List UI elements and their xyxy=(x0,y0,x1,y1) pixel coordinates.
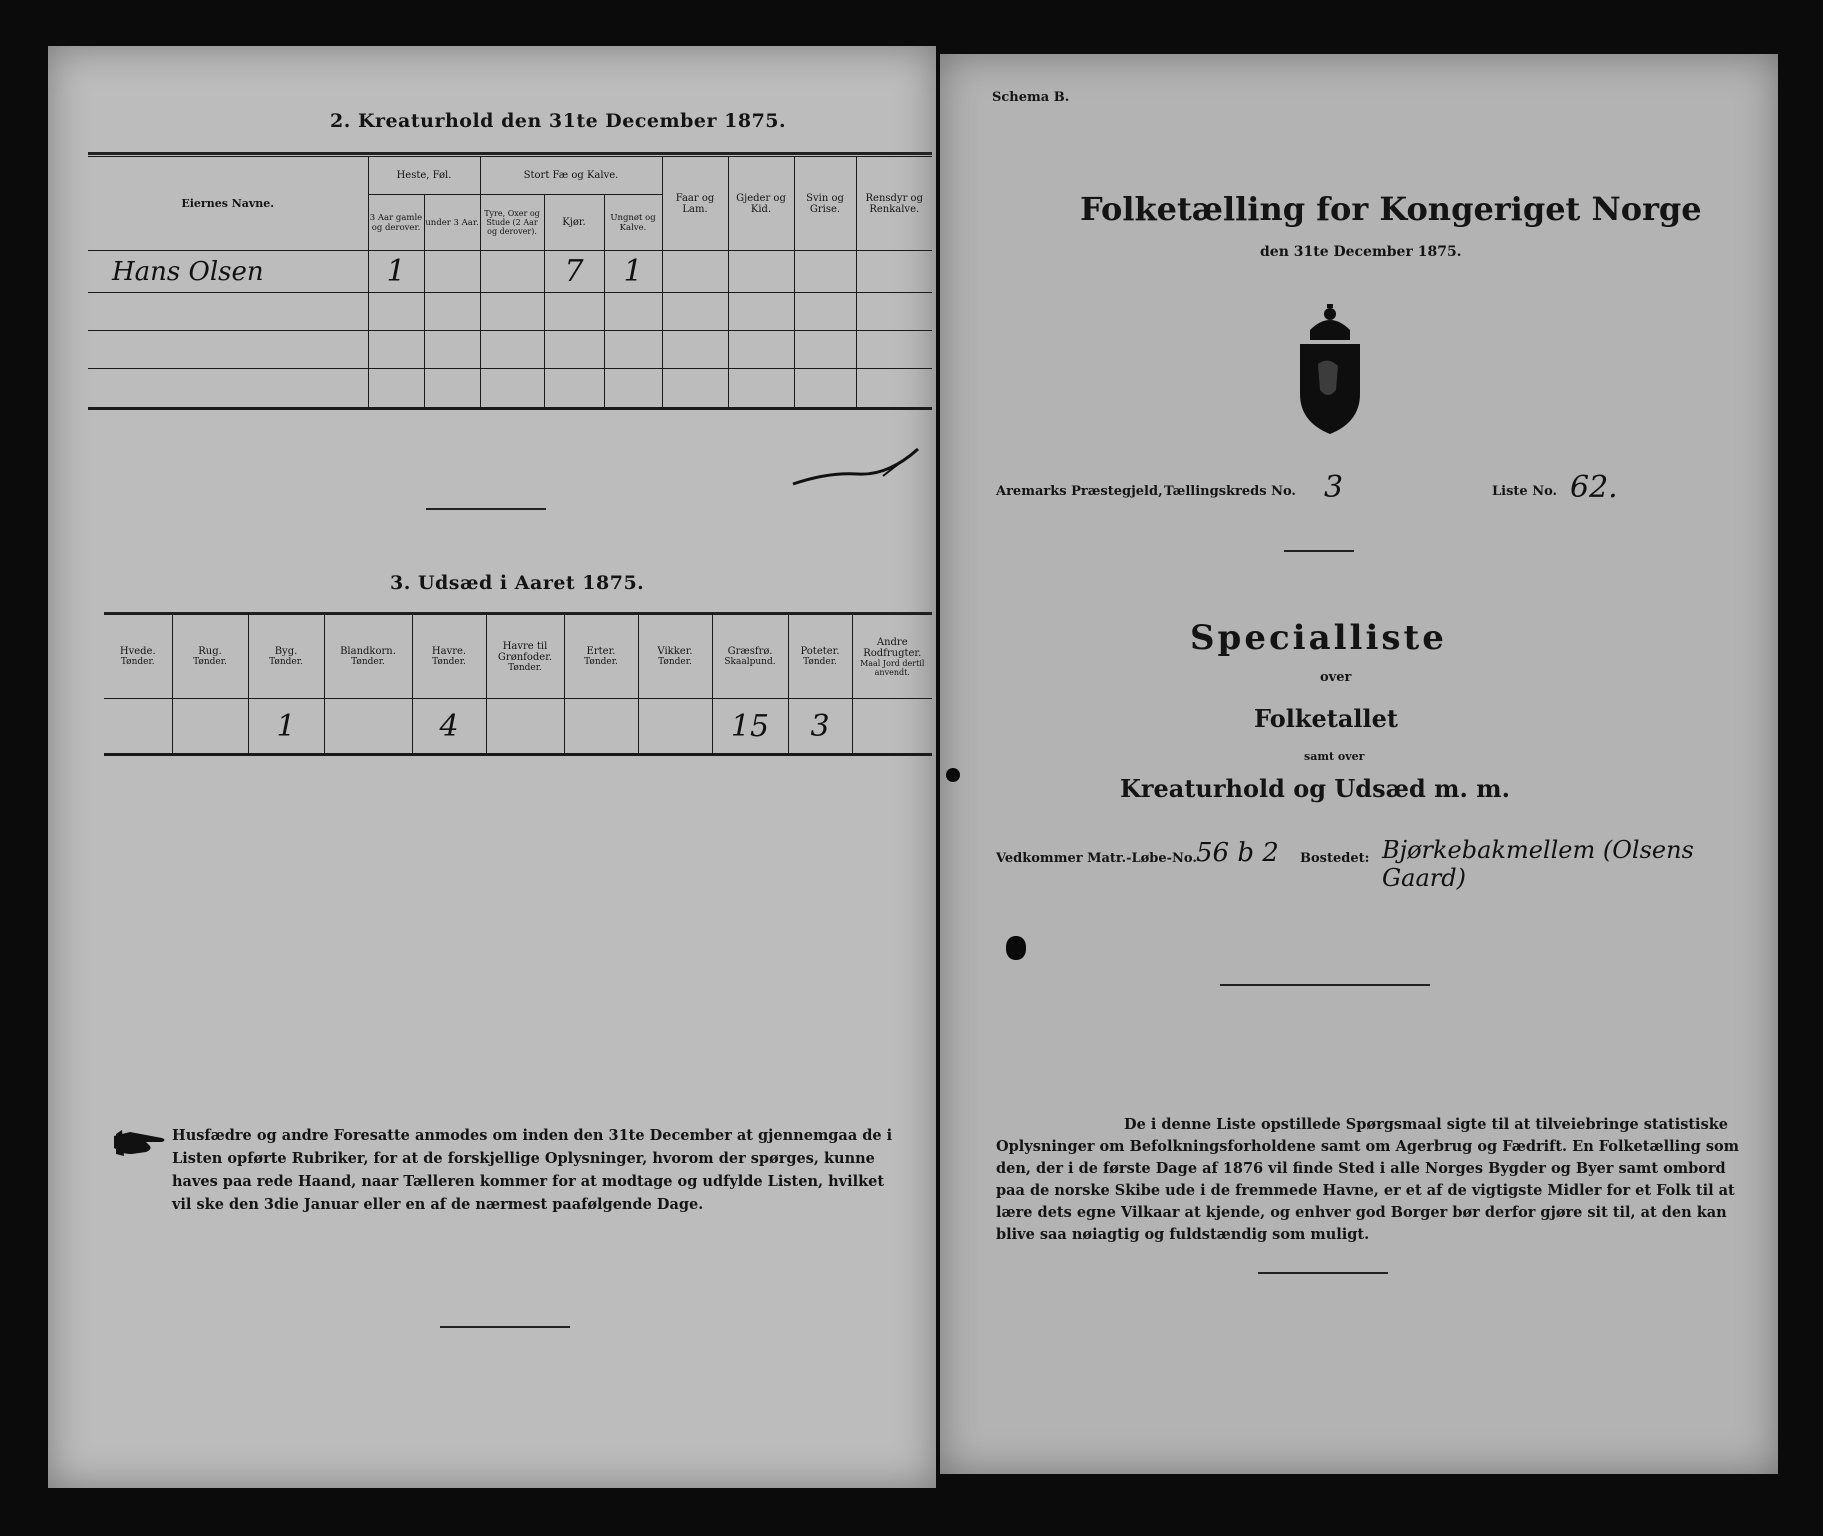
parish-label: Aremarks Præstegjeld, xyxy=(996,484,1163,499)
over-label-1: over xyxy=(1320,670,1352,685)
seed-header-byg: Byg. Tønder. xyxy=(248,615,324,699)
specialliste-title: Specialliste xyxy=(1190,618,1447,658)
kjor-cell: 7 xyxy=(544,251,604,293)
matr-label: Vedkommer Matr.-Løbe-No. xyxy=(996,851,1197,866)
seed-header-poteter: Poteter. Tønder. xyxy=(788,615,852,699)
col-tyre-header: Tyre, Oxer og Stude (2 Aar og derover). xyxy=(480,195,544,251)
col-faar-header: Faar og Lam. xyxy=(662,157,728,251)
folketallet-title: Folketallet xyxy=(1254,704,1398,733)
seed-header-havre-gronfoder: Havre til Grønfoder. Tønder. xyxy=(486,615,564,699)
seed-value-graesfro: 15 xyxy=(712,699,788,755)
kreaturhold-title: Kreaturhold og Udsæd m. m. xyxy=(1120,774,1510,803)
col-rensdyr-header: Rensdyr og Renkalve. xyxy=(856,157,932,251)
district-value: 3 xyxy=(1324,470,1344,505)
col-heste-3aar-header: 3 Aar gamle og derover. xyxy=(368,195,424,251)
section3-title: 3. Udsæd i Aaret 1875. xyxy=(390,572,645,594)
intro-paragraph: De i denne Liste opstillede Spørgsmaal sigte til at tilveiebringe statistiske Oplysninger om Befolkningsforholdene samt om Agerbrug og Fædrift. En Folketælling som den, der i de første Dage af 1876 vil finde Sted i alle Norges Bygder og Byer samt ombord paa de norske Skibe ude i de fremmede Havne, er et af de vigtigste Midler for et Folk til at lære dets egne Vilkaar at kjende, og enhver god Borger bør derfor gjøre sit til, at den kan blive saa nøiagtig og fuldstændig som muligt. xyxy=(996,1116,1740,1243)
livestock-top-rule xyxy=(88,152,932,155)
seed-header-row xyxy=(104,615,932,699)
separator-rule-4 xyxy=(1220,984,1430,986)
col-kjor-header: Kjør. xyxy=(544,195,604,251)
seed-header-vikker: Vikker. Tønder. xyxy=(638,615,712,699)
livestock-table xyxy=(88,156,932,410)
schema-label: Schema B. xyxy=(992,90,1070,105)
table-row xyxy=(88,251,932,293)
col-heste-under3-header: under 3 Aar. xyxy=(424,195,480,251)
col-owner-header: Eiernes Navne. xyxy=(88,157,368,251)
col-svin-header: Svin og Grise. xyxy=(794,157,856,251)
table-row xyxy=(104,699,932,755)
seed-header-erter: Erter. Tønder. xyxy=(564,615,638,699)
notice-text: Husfædre og andre Foresatte anmodes om inden den 31te December at gjennemgaa de i Listen opførte Rubriker, for at de forskjellige Oplysninger, hvorom der spørges, kunne haves paa rede Haand, naar Tælleren kommer for at modtage og udfylde Listen, hvilket vil ske den 3die Januar eller en af de nærmest paafølgende Dage. xyxy=(172,1127,893,1213)
col-heste-header: Heste, Føl. xyxy=(368,157,480,195)
seed-table xyxy=(104,614,932,756)
district-label: Tællingskreds No. xyxy=(1164,484,1296,499)
list-label: Liste No. xyxy=(1492,484,1558,499)
bosted-value: Bjørkebakmellem (Olsens Gaard) xyxy=(1382,836,1694,892)
seed-header-graesfro: Græsfrø. Skaalpund. xyxy=(712,615,788,699)
pointing-hand-icon xyxy=(112,1128,168,1158)
seed-value-byg: 1 xyxy=(248,699,324,755)
ungnot-cell: 1 xyxy=(604,251,662,293)
seed-value-poteter: 3 xyxy=(788,699,852,755)
left-page xyxy=(48,46,936,1488)
section2-title: 2. Kreaturhold den 31te December 1875. xyxy=(330,110,787,132)
owner-cell xyxy=(88,251,368,293)
separator-rule-2 xyxy=(440,1326,570,1328)
bosted-label: Bostedet: xyxy=(1300,851,1370,866)
separator-rule-5 xyxy=(1258,1272,1388,1274)
matr-value: 56 b 2 xyxy=(1196,838,1279,868)
heste-3aar-cell: 1 xyxy=(368,251,424,293)
separator-rule-3 xyxy=(1284,550,1354,552)
seed-header-andre-rodfrugter: Andre Rodfrugter. Maal Jord dertil anvendt. xyxy=(852,615,932,699)
seed-header-hvede: Hvede. Tønder. xyxy=(104,615,172,699)
seed-header-rug: Rug. Tønder. xyxy=(172,615,248,699)
owner-name: Hans Olsen xyxy=(112,256,264,287)
norwegian-coat-of-arms-icon xyxy=(1280,300,1380,440)
seed-value-havre: 4 xyxy=(412,699,486,755)
seed-header-blandkorn: Blandkorn. Tønder. xyxy=(324,615,412,699)
separator-rule-1 xyxy=(426,508,546,510)
col-ungnot-header: Ungnøt og Kalve. xyxy=(604,195,662,251)
pen-stroke-mark xyxy=(788,444,928,494)
ink-blot xyxy=(946,768,960,782)
seed-header-havre: Havre. Tønder. xyxy=(412,615,486,699)
main-title: Folketælling for Kongeriget Norge xyxy=(1080,190,1702,228)
right-page xyxy=(940,54,1778,1474)
list-value: 62. xyxy=(1570,470,1618,505)
col-gjeder-header: Gjeder og Kid. xyxy=(728,157,794,251)
date-line: den 31te December 1875. xyxy=(1260,244,1462,260)
samt-over-label: samt over xyxy=(1304,750,1365,763)
col-stortfae-header: Stort Fæ og Kalve. xyxy=(480,157,662,195)
ink-blot xyxy=(1006,936,1026,960)
